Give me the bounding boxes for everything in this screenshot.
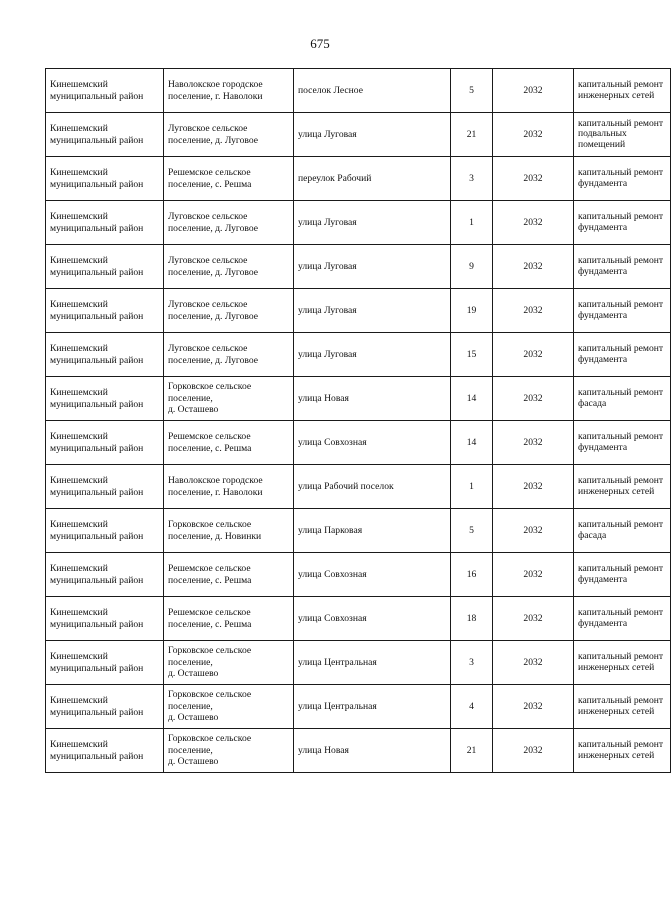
district-cell (46, 685, 164, 729)
district-cell-text: Кинешемский муниципальный район (50, 739, 144, 762)
year-cell-text: 2032 (523, 436, 543, 448)
house-number-cell (451, 465, 493, 509)
house-number-cell-text: 14 (466, 436, 477, 448)
work-type-cell (574, 201, 671, 245)
settlement-cell-text: Горковское сельское поселение, д. Новинки (168, 519, 262, 542)
house-number-cell (451, 333, 493, 377)
settlement-cell-text: Наволокское городское поселение, г. Наволоки (168, 79, 263, 102)
settlement-cell (164, 465, 294, 509)
year-cell (493, 553, 574, 597)
district-cell-text: Кинешемский муниципальный район (50, 123, 144, 146)
street-cell (294, 157, 451, 201)
district-cell (46, 641, 164, 685)
district-cell (46, 729, 164, 773)
year-cell (493, 113, 574, 157)
table-row (46, 157, 671, 201)
house-number-cell (451, 289, 493, 333)
year-cell (493, 509, 574, 553)
year-cell-text: 2032 (523, 84, 543, 96)
street-cell (294, 421, 451, 465)
house-number-cell (451, 553, 493, 597)
settlement-cell (164, 333, 294, 377)
work-type-cell (574, 729, 671, 773)
street-cell-text: улица Совхозная (298, 436, 367, 448)
settlement-cell-text: Луговское сельское поселение, д. Луговое (168, 255, 259, 278)
street-cell (294, 377, 451, 421)
street-cell (294, 685, 451, 729)
year-cell (493, 641, 574, 685)
district-cell (46, 113, 164, 157)
table-row (46, 333, 671, 377)
street-cell (294, 201, 451, 245)
street-cell (294, 245, 451, 289)
table-row (46, 597, 671, 641)
settlement-cell (164, 157, 294, 201)
year-cell (493, 465, 574, 509)
year-cell (493, 289, 574, 333)
work-type-cell-text: капитальный ремонт инженерных сетей (578, 738, 664, 761)
table-row (46, 69, 671, 113)
work-type-cell (574, 377, 671, 421)
settlement-cell (164, 69, 294, 113)
table-row (46, 245, 671, 289)
street-cell (294, 69, 451, 113)
house-number-cell-text: 3 (469, 656, 474, 668)
settlement-cell (164, 509, 294, 553)
street-cell (294, 113, 451, 157)
table-row (46, 113, 671, 157)
settlement-cell (164, 201, 294, 245)
year-cell (493, 157, 574, 201)
street-cell-text: улица Новая (298, 744, 349, 756)
register-table (45, 68, 671, 773)
settlement-cell (164, 377, 294, 421)
house-number-cell (451, 245, 493, 289)
street-cell-text: улица Совхозная (298, 612, 367, 624)
year-cell-text: 2032 (523, 524, 543, 536)
settlement-cell-text: Решемское сельское поселение, с. Решма (168, 167, 252, 190)
settlement-cell-text: Луговское сельское поселение, д. Луговое (168, 211, 259, 234)
street-cell (294, 333, 451, 377)
district-cell (46, 509, 164, 553)
work-type-cell-text: капитальный ремонт инженерных сетей (578, 650, 664, 673)
settlement-cell (164, 597, 294, 641)
district-cell (46, 333, 164, 377)
house-number-cell-text: 5 (469, 524, 474, 536)
street-cell (294, 553, 451, 597)
street-cell-text: улица Луговая (298, 348, 357, 360)
house-number-cell-text: 21 (466, 744, 477, 756)
settlement-cell-text: Горковское сельское поселение, (168, 689, 252, 712)
district-cell (46, 465, 164, 509)
street-cell-text: улица Центральная (298, 656, 377, 668)
table-row (46, 201, 671, 245)
street-cell-text: улица Парковая (298, 524, 363, 536)
register-table-body (46, 69, 671, 773)
street-cell-text: улица Луговая (298, 304, 357, 316)
work-type-cell (574, 157, 671, 201)
house-number-cell-text: 14 (466, 392, 477, 404)
street-cell (294, 465, 451, 509)
table-row (46, 465, 671, 509)
settlement-cell (164, 553, 294, 597)
house-number-cell (451, 685, 493, 729)
street-cell-text: улица Центральная (298, 700, 377, 712)
district-cell-text: Кинешемский муниципальный район (50, 79, 144, 102)
street-cell-text: переулок Рабочий (298, 172, 372, 184)
street-cell (294, 729, 451, 773)
year-cell-text: 2032 (523, 128, 543, 140)
street-cell (294, 289, 451, 333)
year-cell (493, 729, 574, 773)
year-cell-text: 2032 (523, 392, 543, 404)
year-cell (493, 421, 574, 465)
settlement-cell (164, 685, 294, 729)
work-type-cell-text: капитальный ремонт фундамента (578, 562, 664, 585)
district-cell-text: Кинешемский муниципальный район (50, 475, 144, 498)
settlement-cell-text: Горковское сельское поселение, (168, 645, 252, 668)
table-row (46, 421, 671, 465)
district-cell (46, 597, 164, 641)
table-row (46, 509, 671, 553)
settlement-cell-text: Наволокское городское поселение, г. Наволоки (168, 475, 263, 498)
house-number-cell (451, 421, 493, 465)
district-cell-text: Кинешемский муниципальный район (50, 255, 144, 278)
settlement-cell (164, 729, 294, 773)
settlement-cell-text: Луговское сельское поселение, д. Луговое (168, 123, 259, 146)
house-number-cell-text: 1 (469, 216, 474, 228)
work-type-cell-text: капитальный ремонт фасада (578, 518, 664, 541)
street-cell-text: улица Луговая (298, 216, 357, 228)
district-cell-text: Кинешемский муниципальный район (50, 343, 144, 366)
work-type-cell-text: капитальный ремонт фундамента (578, 606, 664, 629)
house-number-cell-text: 18 (466, 612, 477, 624)
table-row (46, 553, 671, 597)
year-cell-text: 2032 (523, 216, 543, 228)
district-cell (46, 245, 164, 289)
settlement-cell (164, 421, 294, 465)
work-type-cell-text: капитальный ремонт инженерных сетей (578, 694, 664, 717)
house-number-cell-text: 1 (469, 480, 474, 492)
table-row (46, 377, 671, 421)
district-cell (46, 553, 164, 597)
year-cell (493, 69, 574, 113)
house-number-cell-text: 16 (466, 568, 477, 580)
work-type-cell (574, 245, 671, 289)
settlement-cell-text: Решемское сельское поселение, с. Решма (168, 431, 252, 454)
work-type-cell-text: капитальный ремонт инженерных сетей (578, 474, 664, 497)
district-cell-text: Кинешемский муниципальный район (50, 431, 144, 454)
street-cell (294, 641, 451, 685)
work-type-cell (574, 641, 671, 685)
district-cell-text: Кинешемский муниципальный район (50, 607, 144, 630)
house-number-cell (451, 69, 493, 113)
house-number-cell-text: 9 (469, 260, 474, 272)
work-type-cell (574, 509, 671, 553)
year-cell (493, 685, 574, 729)
street-cell-text: поселок Лесное (298, 84, 363, 96)
district-cell (46, 421, 164, 465)
district-cell-text: Кинешемский муниципальный район (50, 563, 144, 586)
house-number-cell-text: 5 (469, 84, 474, 96)
year-cell (493, 377, 574, 421)
table-row (46, 729, 671, 773)
work-type-cell (574, 421, 671, 465)
work-type-cell (574, 465, 671, 509)
house-number-cell (451, 377, 493, 421)
year-cell (493, 201, 574, 245)
house-number-cell-text: 4 (469, 700, 474, 712)
year-cell (493, 245, 574, 289)
year-cell (493, 333, 574, 377)
settlement-cell (164, 641, 294, 685)
district-cell-text: Кинешемский муниципальный район (50, 167, 144, 190)
district-cell (46, 157, 164, 201)
work-type-cell-text: капитальный ремонт фундамента (578, 166, 664, 189)
table-row (46, 685, 671, 729)
street-cell-text: улица Луговая (298, 260, 357, 272)
year-cell-text: 2032 (523, 700, 543, 712)
house-number-cell-text: 19 (466, 304, 477, 316)
settlement-cell (164, 245, 294, 289)
work-type-cell-text: капитальный ремонт фундамента (578, 210, 664, 233)
street-cell (294, 597, 451, 641)
settlement-cell-text: Горковское сельское поселение, (168, 381, 252, 404)
house-number-cell (451, 729, 493, 773)
work-type-cell (574, 553, 671, 597)
house-number-cell-text: 15 (466, 348, 477, 360)
settlement-cell-text-line2: д. Осташево (168, 668, 219, 680)
work-type-cell (574, 69, 671, 113)
work-type-cell (574, 289, 671, 333)
work-type-cell (574, 113, 671, 157)
district-cell-text: Кинешемский муниципальный район (50, 695, 144, 718)
settlement-cell-text-line2: д. Осташево (168, 404, 219, 416)
settlement-cell (164, 289, 294, 333)
district-cell (46, 377, 164, 421)
work-type-cell (574, 597, 671, 641)
year-cell-text: 2032 (523, 612, 543, 624)
year-cell (493, 597, 574, 641)
district-cell (46, 289, 164, 333)
settlement-cell-text: Решемское сельское поселение, с. Решма (168, 563, 252, 586)
work-type-cell-text: капитальный ремонт фундамента (578, 298, 664, 321)
year-cell-text: 2032 (523, 348, 543, 360)
year-cell-text: 2032 (523, 172, 543, 184)
table-row (46, 289, 671, 333)
settlement-cell-text: Луговское сельское поселение, д. Луговое (168, 343, 259, 366)
district-cell-text: Кинешемский муниципальный район (50, 211, 144, 234)
house-number-cell (451, 157, 493, 201)
page-number: 675 (310, 36, 330, 51)
house-number-cell (451, 113, 493, 157)
district-cell-text: Кинешемский муниципальный район (50, 387, 144, 410)
work-type-cell-text: капитальный ремонт фундамента (578, 430, 664, 453)
work-type-cell-text: капитальный ремонт подвальных помещений (578, 117, 664, 150)
year-cell-text: 2032 (523, 260, 543, 272)
district-cell-text: Кинешемский муниципальный район (50, 519, 144, 542)
street-cell-text: улица Луговая (298, 128, 357, 140)
district-cell-text: Кинешемский муниципальный район (50, 299, 144, 322)
district-cell (46, 201, 164, 245)
year-cell-text: 2032 (523, 480, 543, 492)
settlement-cell-text-line2: д. Осташево (168, 756, 219, 768)
settlement-cell-text: Луговское сельское поселение, д. Луговое (168, 299, 259, 322)
street-cell-text: улица Новая (298, 392, 349, 404)
year-cell-text: 2032 (523, 656, 543, 668)
work-type-cell-text: капитальный ремонт фасада (578, 386, 664, 409)
settlement-cell (164, 113, 294, 157)
year-cell-text: 2032 (523, 568, 543, 580)
settlement-cell-text: Горковское сельское поселение, (168, 733, 252, 756)
work-type-cell (574, 333, 671, 377)
house-number-cell-text: 21 (466, 128, 477, 140)
settlement-cell-text-line2: д. Осташево (168, 712, 219, 724)
work-type-cell (574, 685, 671, 729)
table-row (46, 641, 671, 685)
house-number-cell (451, 597, 493, 641)
street-cell-text: улица Рабочий поселок (298, 480, 394, 492)
house-number-cell (451, 641, 493, 685)
settlement-cell-text: Решемское сельское поселение, с. Решма (168, 607, 252, 630)
district-cell-text: Кинешемский муниципальный район (50, 651, 144, 674)
work-type-cell-text: капитальный ремонт инженерных сетей (578, 78, 664, 101)
street-cell-text: улица Совхозная (298, 568, 367, 580)
work-type-cell-text: капитальный ремонт фундамента (578, 254, 664, 277)
year-cell-text: 2032 (523, 744, 543, 756)
work-type-cell-text: капитальный ремонт фундамента (578, 342, 664, 365)
house-number-cell (451, 201, 493, 245)
district-cell (46, 69, 164, 113)
year-cell-text: 2032 (523, 304, 543, 316)
street-cell (294, 509, 451, 553)
house-number-cell-text: 3 (469, 172, 474, 184)
house-number-cell (451, 509, 493, 553)
